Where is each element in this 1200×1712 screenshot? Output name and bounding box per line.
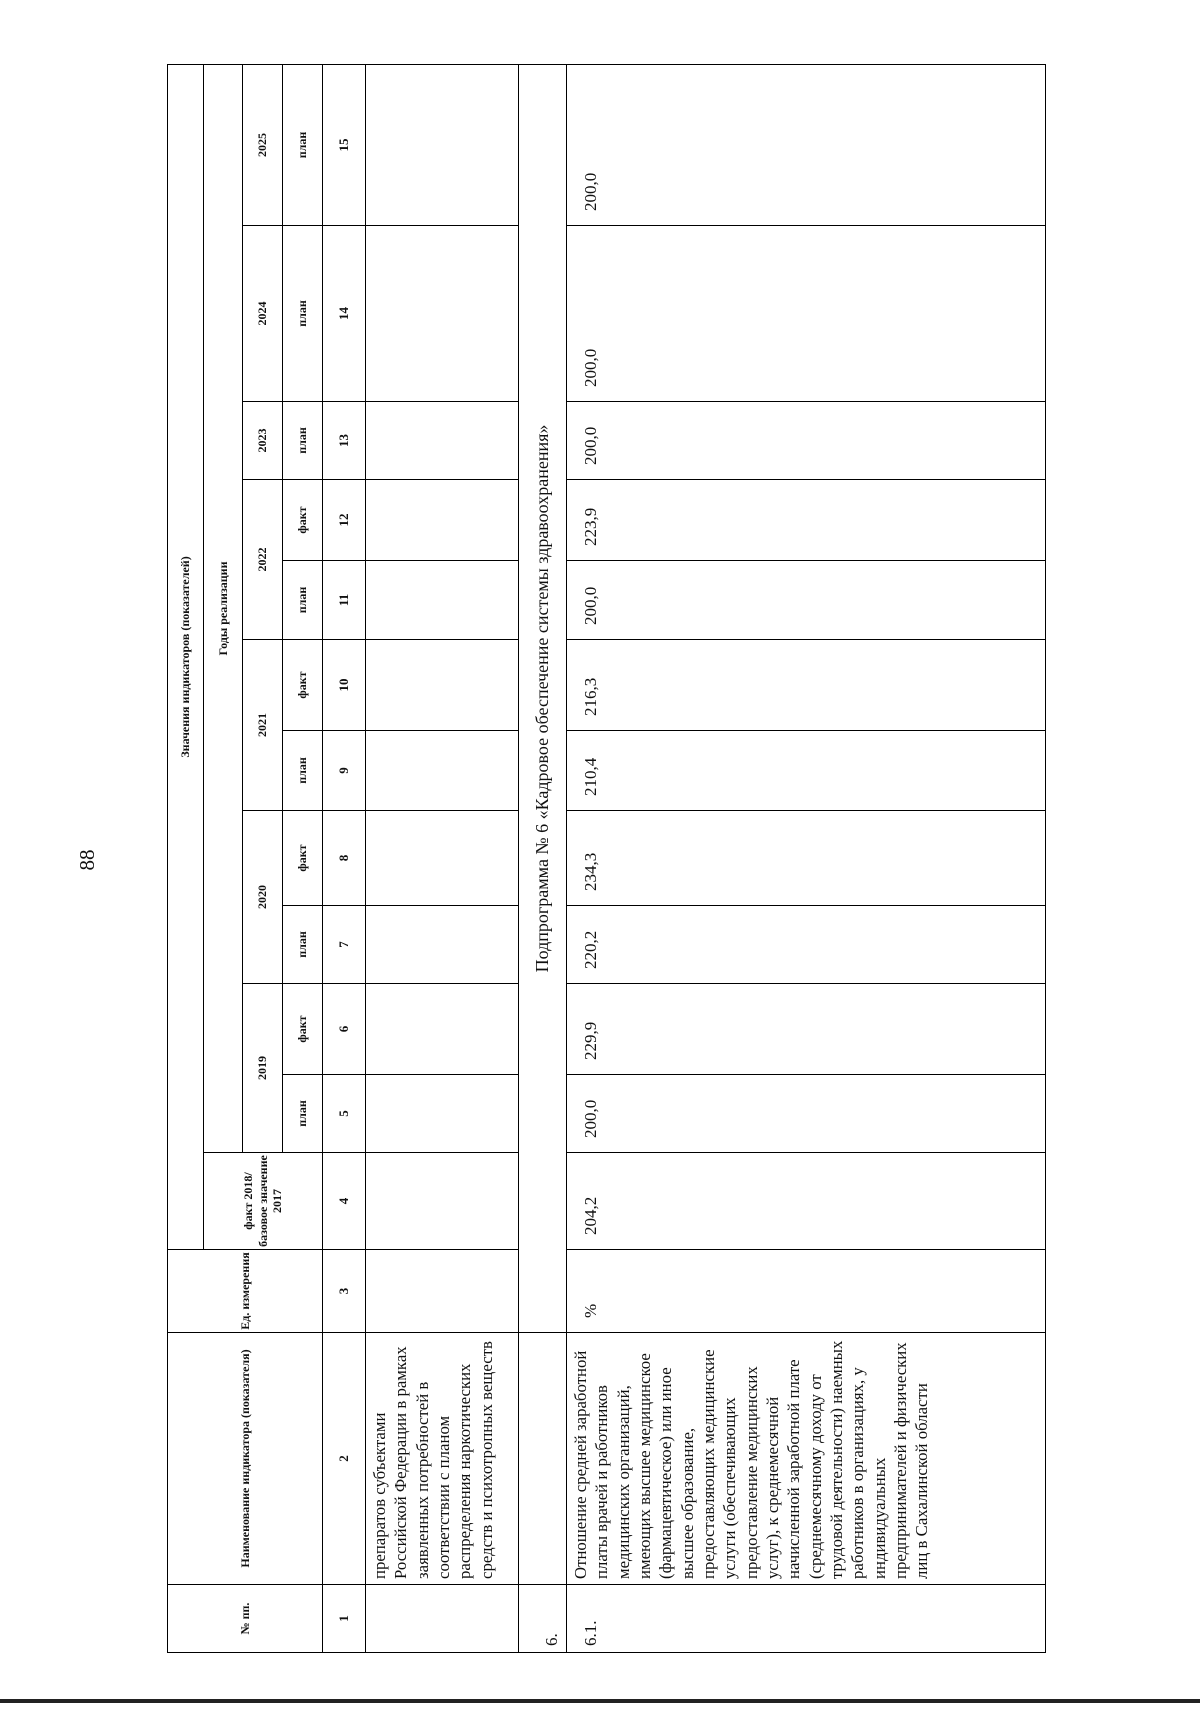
continuation-num-cell (366, 1585, 519, 1653)
header-2024-plan: план (283, 226, 323, 402)
column-number: 4 (323, 1153, 366, 1250)
column-number: 9 (323, 731, 366, 811)
header-2020-plan: план (283, 906, 323, 984)
column-number: 6 (323, 984, 366, 1075)
value-2022-plan: 200,0 (567, 561, 1046, 640)
column-number: 5 (323, 1075, 366, 1153)
value-2023-plan: 200,0 (567, 402, 1046, 480)
header-2019-fact: факт (283, 984, 323, 1075)
value-2022-fact: 223,9 (567, 480, 1046, 561)
unit-cell: % (567, 1250, 1046, 1333)
row-number: 6.1. (567, 1585, 1046, 1653)
column-number: 15 (323, 64, 366, 225)
header-name: Наименование индикатора (показателя) (168, 1333, 323, 1585)
empty-cell (366, 64, 519, 225)
header-2022-fact: факт (283, 480, 323, 561)
empty-cell (366, 640, 519, 731)
bottom-scan-edge (0, 1699, 1200, 1703)
header-2019-plan: план (283, 1075, 323, 1153)
column-number: 3 (323, 1250, 366, 1333)
column-number: 1 (323, 1585, 366, 1653)
header-2021-fact: факт (283, 640, 323, 731)
header-year-2022: 2022 (243, 480, 283, 640)
column-number: 12 (323, 480, 366, 561)
header-year-2024: 2024 (243, 226, 283, 402)
indicator-row (567, 64, 1046, 1652)
continuation-indicator-name: препаратов субъектами Российской Федерации в рамках заявленных потребностей в соответствии с планом распределения наркотических средств и психотропных веществ (366, 1333, 519, 1585)
value-2024-plan: 200,0 (567, 226, 1046, 402)
column-number: 8 (323, 811, 366, 906)
value-2020-plan: 220,2 (567, 906, 1046, 984)
column-number: 11 (323, 561, 366, 640)
header-2025-plan: план (283, 64, 323, 225)
subprogram-row (519, 64, 567, 1652)
header-2021-plan: план (283, 731, 323, 811)
header-base: факт 2018/базовое значение 2017 (204, 1153, 323, 1250)
header-unit: Ед. измерения (168, 1250, 323, 1333)
column-number: 13 (323, 402, 366, 480)
column-number: 2 (323, 1333, 366, 1585)
value-2019-plan: 200,0 (567, 1075, 1046, 1153)
value-2021-plan: 210,4 (567, 731, 1046, 811)
empty-cell (366, 811, 519, 906)
column-number-row (323, 64, 366, 1652)
indicator-name: Отношение средней заработной платы врачей и работников медицинских организаций, имеющих высшее медицинское (фармацевтическое) или иное высшее образование, предоставляющих медицинские услуги (обеспечивающих предоставление медицинских услуг), к среднемесячной начисленной заработной плате (среднемесячному доходу от трудовой деятельности) наемных работников в организациях, у индивидуальных предпринимателей и физических лиц в Сахалинской области (567, 1333, 1046, 1585)
subprogram-title: Подпрограмма № 6 «Кадровое обеспечение системы здравоохранения» (519, 64, 567, 1332)
value-2025-plan: 200,0 (567, 64, 1046, 225)
header-years-group: Годы реализации (204, 64, 243, 1152)
rotated-table-container (167, 65, 1045, 1653)
header-2023-plan: план (283, 402, 323, 480)
empty-cell (366, 480, 519, 561)
indicators-table (167, 64, 1046, 1653)
header-values-group: Значения индикаторов (показателей) (168, 64, 204, 1249)
empty-cell (366, 731, 519, 811)
column-number: 14 (323, 226, 366, 402)
empty-cell (366, 561, 519, 640)
header-year-2020: 2020 (243, 811, 283, 984)
empty-cell (366, 226, 519, 402)
value-2021-fact: 216,3 (567, 640, 1046, 731)
column-number: 7 (323, 906, 366, 984)
header-year-2023: 2023 (243, 402, 283, 480)
column-number: 10 (323, 640, 366, 731)
empty-cell (366, 1075, 519, 1153)
base-value-cell: 204,2 (567, 1153, 1046, 1250)
header-year-2021: 2021 (243, 640, 283, 811)
empty-cell (366, 984, 519, 1075)
empty-cell (366, 906, 519, 984)
header-num: № пп. (168, 1585, 323, 1653)
value-2019-fact: 229,9 (567, 984, 1046, 1075)
page-number: 88 (75, 849, 99, 871)
empty-cell (366, 1250, 519, 1333)
header-year-2019: 2019 (243, 984, 283, 1153)
empty-cell (366, 402, 519, 480)
header-year-2025: 2025 (243, 64, 283, 225)
empty-cell (366, 1153, 519, 1250)
subprogram-number: 6. (519, 1585, 567, 1653)
empty-cell (519, 1333, 567, 1585)
header-2022-plan: план (283, 561, 323, 640)
header-2020-fact: факт (283, 811, 323, 906)
continuation-row (366, 64, 519, 1652)
header-row-1 (168, 64, 204, 1652)
value-2020-fact: 234,3 (567, 811, 1046, 906)
